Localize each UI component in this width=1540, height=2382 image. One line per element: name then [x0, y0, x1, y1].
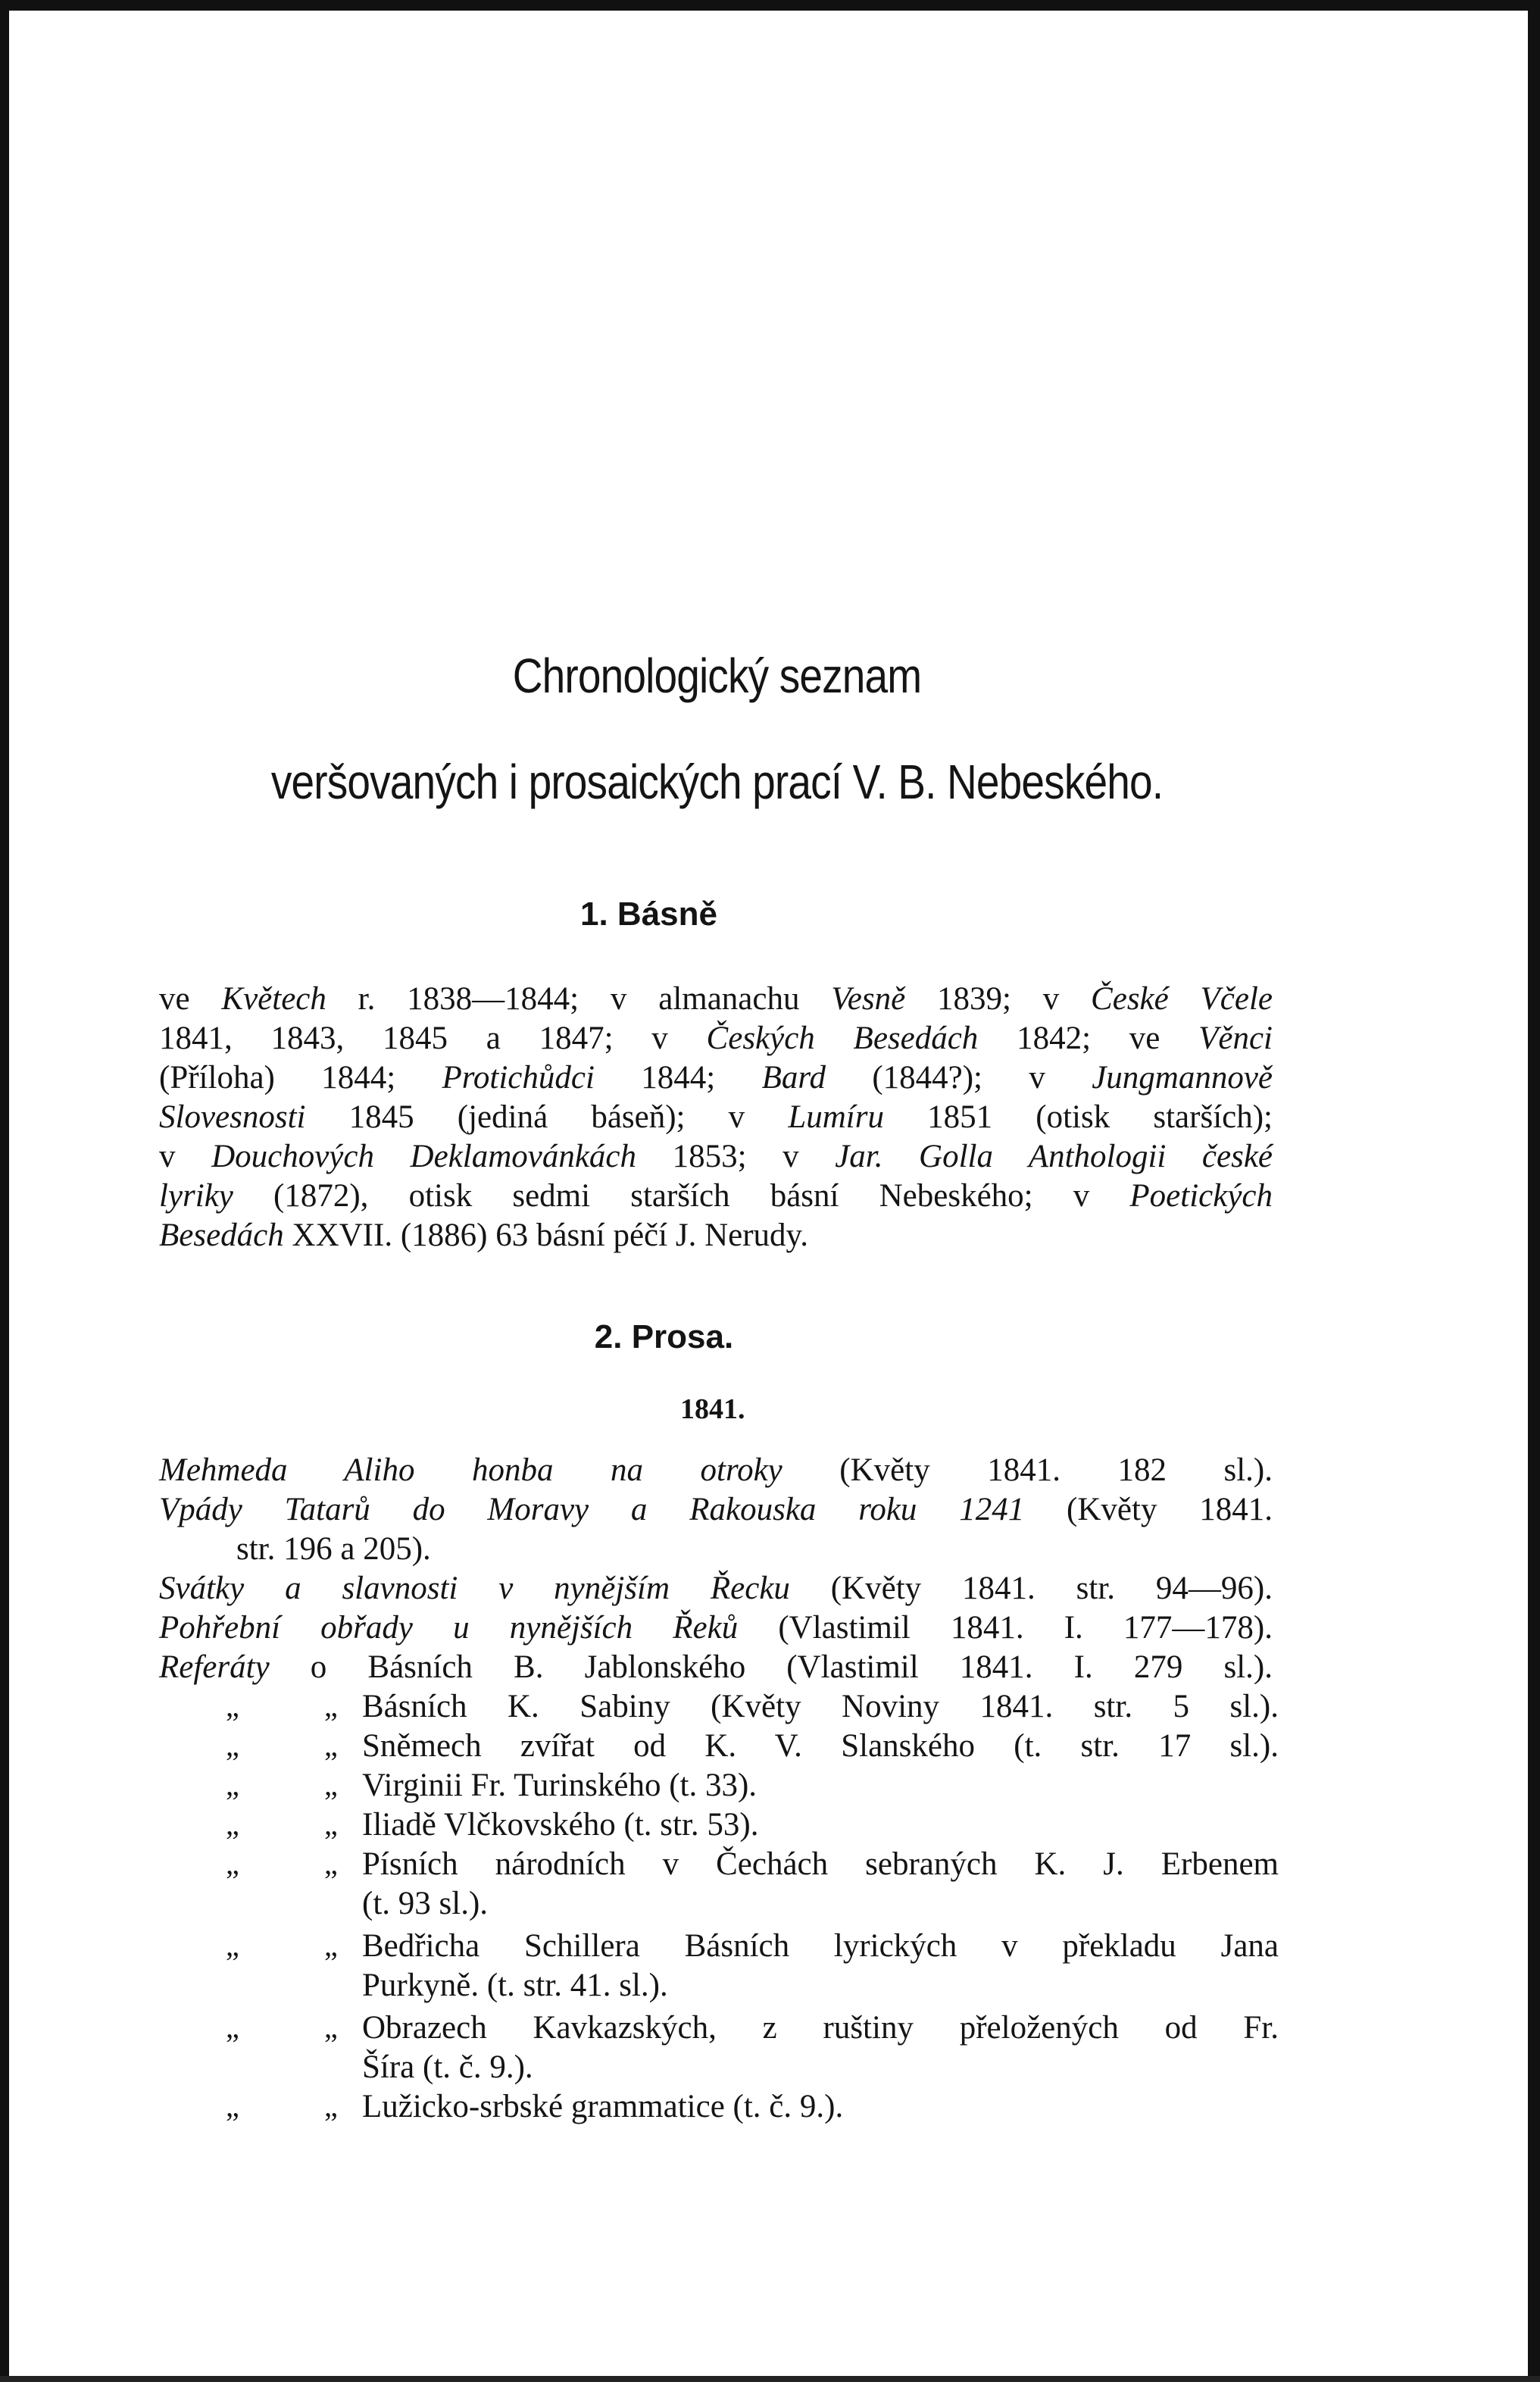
- italic-title: České Včele: [1091, 981, 1273, 1017]
- section-heading-basne: 1. Básně: [580, 896, 717, 933]
- referat-slanskeho: Sněmech zvířat od K. V. Slanského (t. str. 17 sl.).: [362, 1728, 1279, 1764]
- ditto-mark: „: [324, 1928, 338, 1962]
- ditto-mark: „: [324, 1807, 338, 1841]
- italic-title: Lumíru: [788, 1099, 884, 1135]
- italic-title: Pohřební obřady u nynějších Řeků: [159, 1610, 739, 1646]
- prosa-entry-vpady: Vpády Tatarů do Moravy a Rakouska roku 1241 (Květy 1841.: [159, 1492, 1273, 1527]
- italic-title: Věnci: [1198, 1021, 1273, 1056]
- basne-line-6: lyriky (1872), otisk sedmi starších básní Nebeského; v Poetických: [159, 1178, 1273, 1214]
- title-line-2: veršovaných i prosaických prací V. B. Nebeského.: [270, 755, 1164, 809]
- scan-border-right: [1528, 0, 1540, 2382]
- referat-luzicko-srbske: Lužicko-srbské grammatice (t. č. 9.).: [362, 2089, 844, 2124]
- ditto-mark: „: [324, 1728, 338, 1762]
- italic-title: Vesně: [831, 981, 906, 1017]
- referat-schillera-cont: Purkyně. (t. str. 41. sl.).: [362, 1968, 668, 2003]
- basne-line-5: v Douchových Deklamovánkách 1853; v Jar. Golla Anthologii české: [159, 1139, 1273, 1174]
- ditto-mark: „: [226, 1689, 239, 1723]
- referat-erbenem-cont: (t. 93 sl.).: [362, 1886, 489, 1921]
- italic-title: Jungmannově: [1092, 1060, 1273, 1096]
- basne-line-1: ve Květech r. 1838—1844; v almanachu Vesně 1839; v České Včele: [159, 981, 1273, 1017]
- ditto-mark: „: [324, 1768, 338, 1802]
- basne-line-4: Slovesnosti 1845 (jediná báseň); v Lumíru 1851 (otisk starších);: [159, 1099, 1273, 1135]
- ditto-mark: „: [226, 1928, 239, 1962]
- prosa-entry-pohrebni: Pohřební obřady u nynějších Řeků (Vlastimil 1841. I. 177—178).: [159, 1610, 1273, 1646]
- referat-kavkazskych: Obrazech Kavkazských, z ruštiny přeložených od Fr.: [362, 2010, 1279, 2046]
- ditto-mark: „: [324, 1846, 338, 1880]
- prosa-entry-referaty: Referáty o Básních B. Jablonského (Vlastimil 1841. I. 279 sl.).: [159, 1649, 1273, 1685]
- ditto-mark: „: [324, 2089, 338, 2123]
- italic-title: Mehmeda Aliho honba na otroky: [159, 1452, 782, 1488]
- ditto-mark: „: [226, 1846, 239, 1880]
- italic-title: Poetických: [1129, 1178, 1273, 1214]
- referat-schillera: Bedřicha Schillera Básních lyrických v překladu Jana: [362, 1928, 1279, 1964]
- title-line-1: Chronologický seznam: [512, 649, 922, 703]
- italic-title: Referáty: [159, 1649, 270, 1685]
- italic-title: Vpády Tatarů do Moravy a Rakouska roku 1241: [159, 1492, 1025, 1527]
- italic-title: Českých Besedách: [706, 1021, 979, 1056]
- prosa-entry-vpady-cont: str. 196 a 205).: [236, 1531, 431, 1567]
- ditto-mark: „: [324, 2010, 338, 2044]
- italic-title: Květech: [221, 981, 326, 1017]
- referat-erbenem: Písních národních v Čechách sebraných K. J. Erbenem: [362, 1846, 1279, 1882]
- basne-line-3: (Příloha) 1844; Protichůdci 1844; Bard (1844?); v Jungmannově: [159, 1060, 1273, 1096]
- ditto-mark: „: [226, 1728, 239, 1762]
- referat-vlckovskeho: Iliadě Vlčkovského (t. str. 53).: [362, 1807, 759, 1843]
- italic-title: Svátky a slavnosti v nynějším Řecku: [159, 1571, 790, 1606]
- prosa-entry-svatky: Svátky a slavnosti v nynějším Řecku (Květy 1841. str. 94—96).: [159, 1571, 1273, 1606]
- ditto-mark: „: [226, 2010, 239, 2044]
- italic-title: Douchových Deklamovánkách: [211, 1139, 637, 1174]
- basne-line-7: Besedách XXVII. (1886) 63 básní péčí J. Nerudy.: [159, 1218, 808, 1253]
- referat-kavkazskych-cont: Šíra (t. č. 9.).: [362, 2049, 533, 2085]
- italic-title: Besedách: [159, 1218, 284, 1253]
- italic-title: lyriky: [159, 1178, 233, 1214]
- italic-title: Bard: [761, 1060, 826, 1096]
- ditto-mark: „: [226, 1768, 239, 1802]
- italic-title: Protichůdci: [442, 1060, 595, 1096]
- scan-border-bottom: [0, 2376, 1540, 2382]
- italic-title: Slovesnosti: [159, 1099, 306, 1135]
- referat-sabiny: Básních K. Sabiny (Květy Noviny 1841. str. 5 sl.).: [362, 1689, 1279, 1724]
- ditto-mark: „: [226, 1807, 239, 1841]
- scan-border-top: [0, 0, 1540, 11]
- italic-title: Jar. Golla Anthologii české: [835, 1139, 1273, 1174]
- basne-line-2: 1841, 1843, 1845 a 1847; v Českých Besedách 1842; ve Věnci: [159, 1021, 1273, 1056]
- section-heading-prosa: 2. Prosa.: [594, 1318, 734, 1355]
- ditto-mark: „: [226, 2089, 239, 2123]
- year-heading-1841: 1841.: [680, 1393, 745, 1425]
- ditto-mark: „: [324, 1689, 338, 1723]
- prosa-entry-mehmeda: Mehmeda Aliho honba na otroky (Květy 1841. 182 sl.).: [159, 1452, 1273, 1488]
- scan-border-left: [0, 0, 9, 2382]
- referat-turinskeho: Virginii Fr. Turinského (t. 33).: [362, 1768, 758, 1803]
